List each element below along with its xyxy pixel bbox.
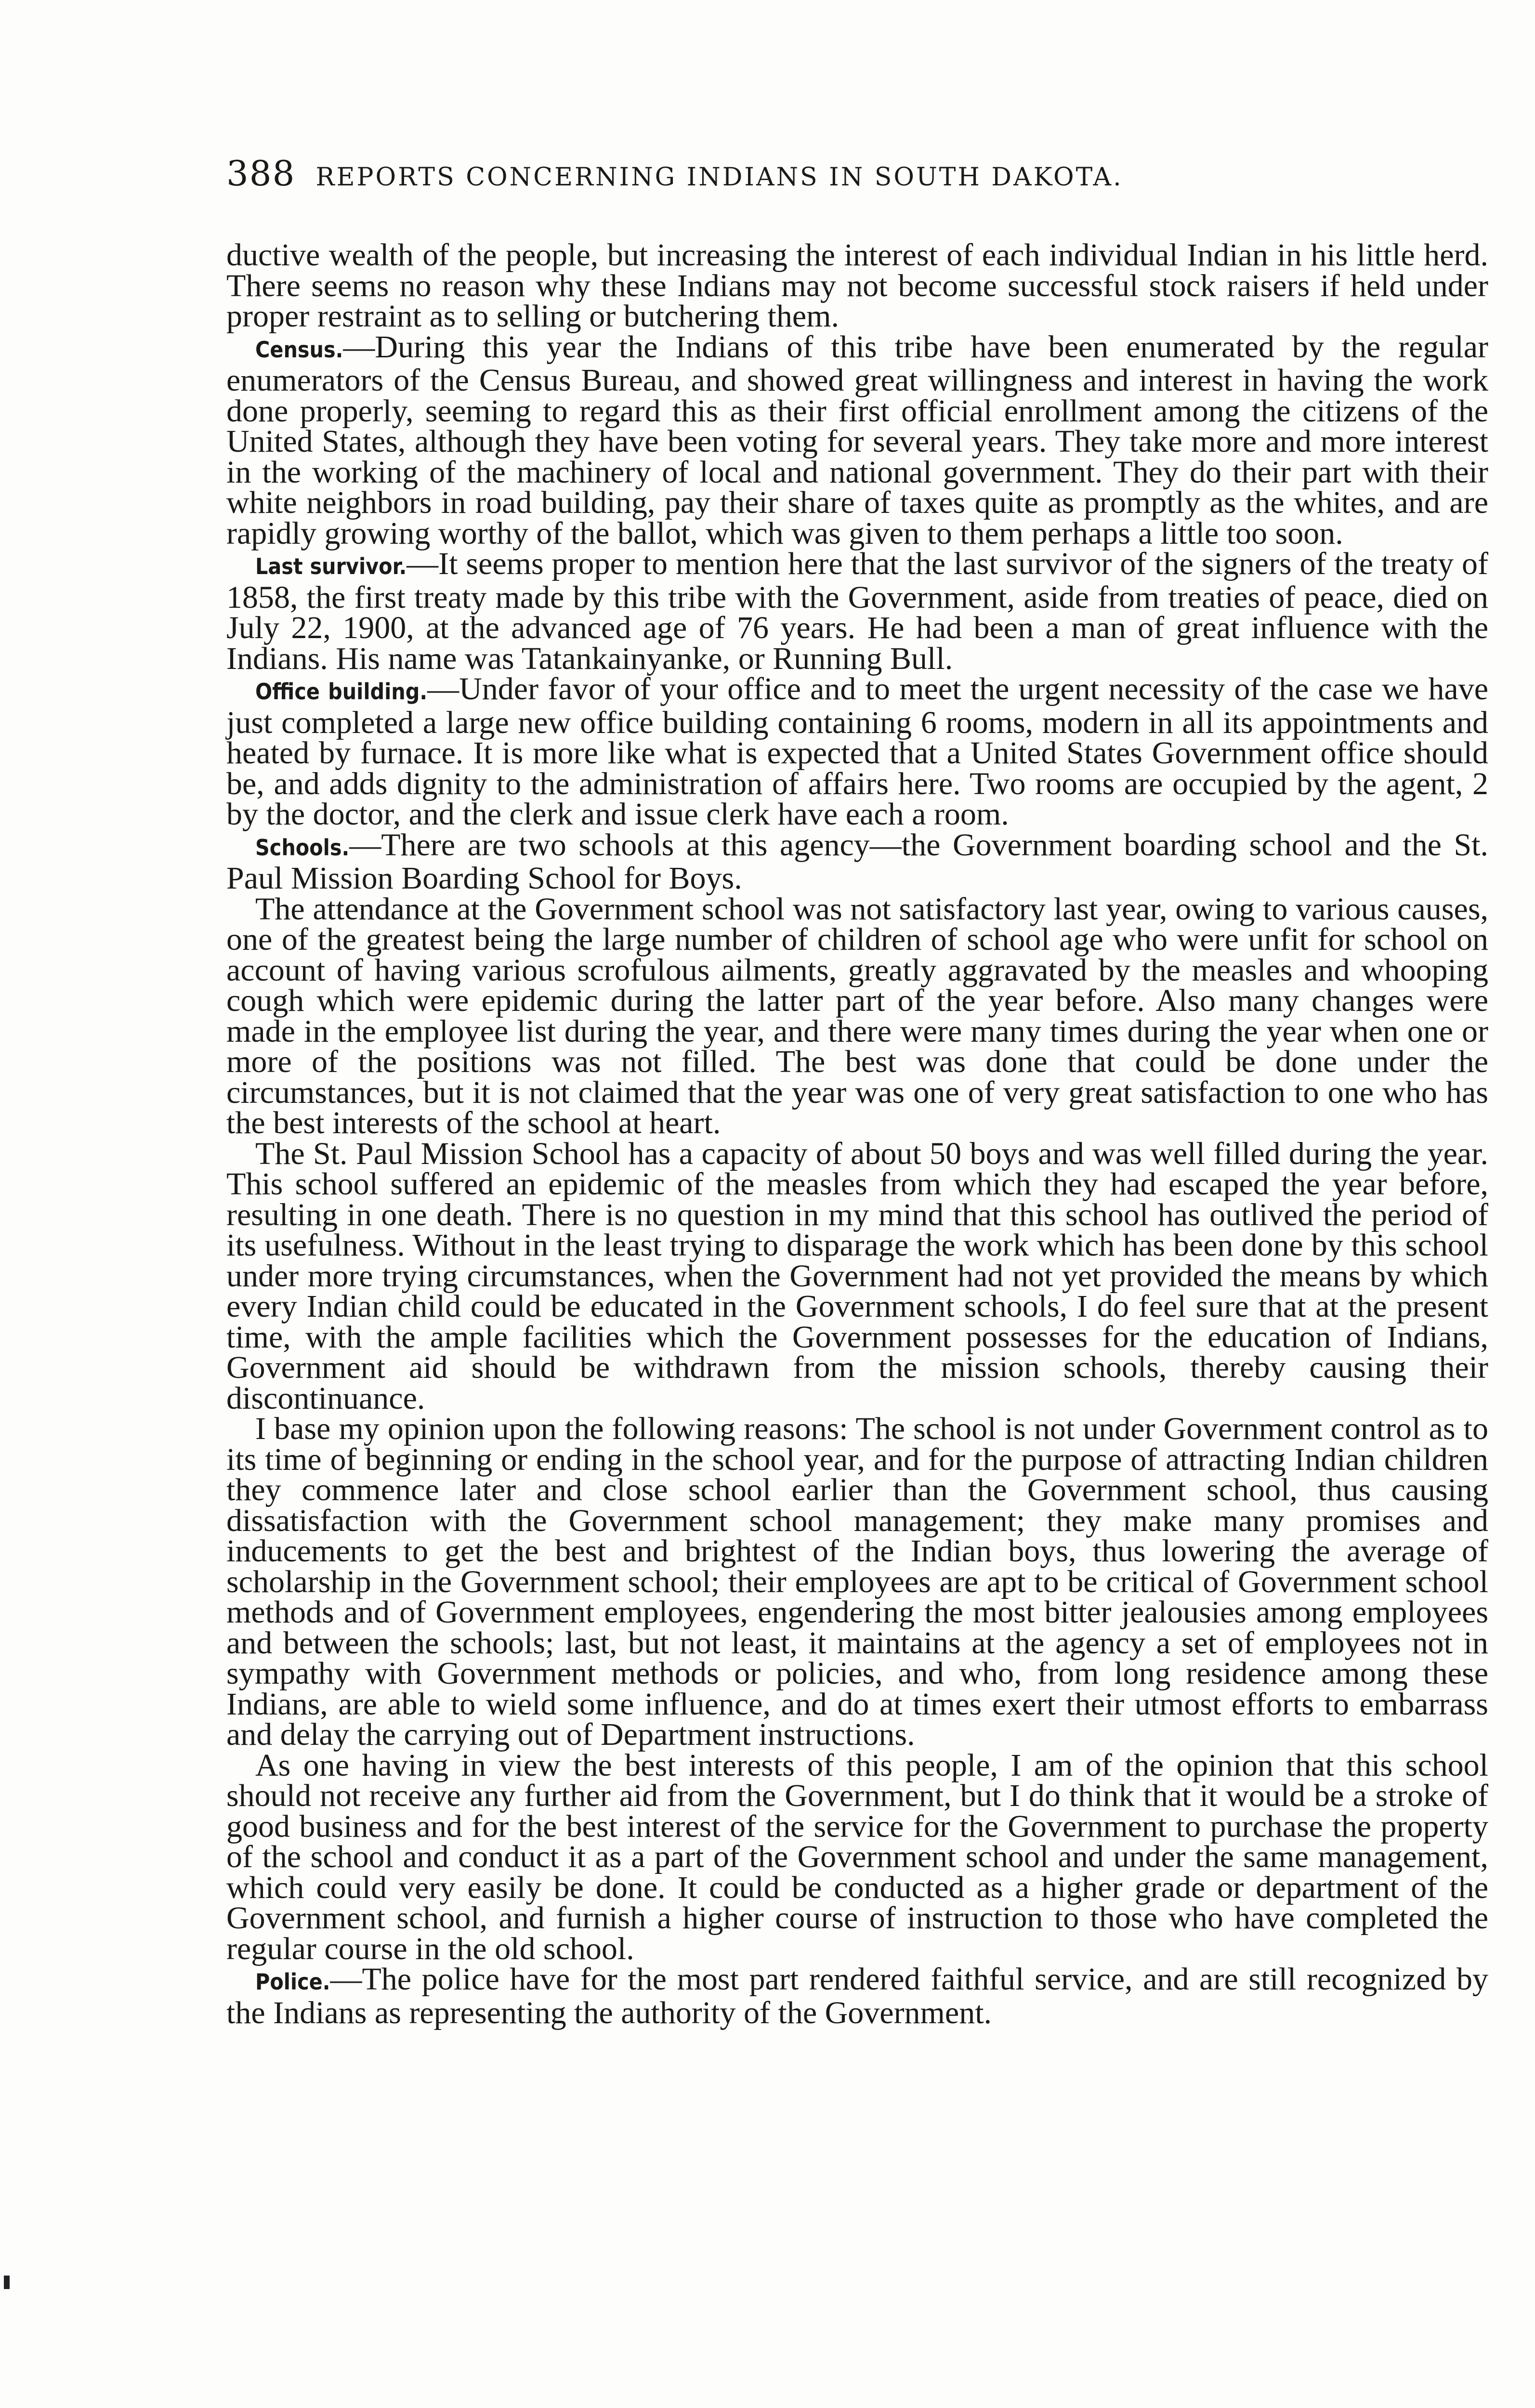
paragraph-opinion	[226, 1747, 1488, 1966]
paragraph-text: —The police have for the most part rendered faithful service, and are still recognized by the Indians as representing the authority of the Government.	[226, 1962, 1488, 2030]
paragraph-office-building	[226, 671, 1489, 832]
side-heading-last-survivor: Last survivor.	[255, 553, 407, 579]
paragraph-text: ductive wealth of the people, but increasing the interest of each individual Indian in his little herd. There seems no reason why these Indians may not become successful stock raisers if held under proper restraint as to selling or butchering them.	[226, 237, 1488, 334]
side-heading-office-building: Office building.	[255, 679, 428, 705]
paragraph-text: —It seems proper to mention here that the last survivor of the signers of the treaty of 1858, the first treaty made by this tribe with the Government, aside from treaties of peace, died on July 22, 1900, at the advanced age of 76 years. He had been a man of great influence with the Indians. His name was Tatankainyanke, or Running Bull.	[226, 546, 1489, 676]
paragraph-attendance	[226, 891, 1488, 1140]
paragraph-reasons	[226, 1413, 1488, 1750]
side-heading-police: Police.	[255, 1969, 330, 1995]
paragraph-stock-raising	[226, 237, 1488, 334]
running-head: REPORTS CONCERNING INDIANS IN SOUTH DAKOTA.	[315, 163, 1123, 192]
paragraph-last-survivor	[226, 546, 1489, 676]
paragraph-text: The St. Paul Mission School has a capacity of about 50 boys and was well filled during the year. This school suffered an epidemic of the measles from which they had escaped the year before, resulting in one death. There is no question in my mind that this school has outlived the period of its usefulness. Without in the least trying to disparage the work which has been done by this school under more trying circumstances, when the Government had not yet provided the means by which every Indian child could be educated in the Government schools, I do feel sure that at the present time, with the ample facilities which the Government possesses for the education of Indians, Government aid should be withdrawn from the mission schools, thereby causing their discontinuance.	[226, 1136, 1488, 1416]
side-heading-schools: Schools.	[255, 834, 350, 861]
paragraph-text: —Under favor of your office and to meet the urgent necessity of the case we have just completed a large new office building containing 6 rooms, modern in all its appointments and heated by furnace. It is more like what is expected that a United States Government office should be, and adds dignity to the administration of affairs here. Two rooms are occupied by the agent, 2 by the doctor, and the clerk and issue clerk have each a room.	[226, 671, 1489, 832]
paragraph-text: —During this year the Indians of this tribe have been enumerated by the regular enumerators of the Census Bureau, and showed great willingness and interest in having the work done properly, seeming to regard this as their first official enrollment among the citizens of the United States, although they have been voting for several years. They take more and more interest in the working of the machinery of local and national government. They do their part with their white neighbors in road building, pay their share of taxes quite as promptly as the whites, and are rapidly growing worthy of the ballot, which was given to them perhaps a little too soon.	[226, 329, 1488, 551]
page-header	[226, 153, 1334, 206]
side-heading-census: Census.	[255, 336, 343, 363]
paragraph-text: As one having in view the best interests of this people, I am of the opinion that this school should not receive any further aid from the Government, but I do think that it would be a stroke of good business and for the best interest of the service for the Government to purchase the property of the school and conduct it as a part of the Government school and under the same management, which could very easily be done. It could be conducted as a higher grade or department of the Government school, and furnish a higher course of instruction to those who have completed the regular course in the old school.	[226, 1747, 1488, 1966]
page-number: 388	[226, 153, 296, 194]
paragraph-schools	[226, 827, 1488, 896]
paragraph-text: —There are two schools at this agency—the Government boarding school and the St. Paul Mission Boarding School for Boys.	[226, 827, 1488, 896]
paragraph-text: I base my opinion upon the following reasons: The school is not under Government control as to its time of beginning or ending in the school year, and for the purpose of attracting Indian children they commence later and close school earlier than the Government school, thus causing dissatisfaction with the Government school management; they make many promises and inducements to get the best and brightest of the Indian boys, thus lowering the average of scholarship in the Government school; their employees are apt to be critical of Government school methods and of Government employees, engendering the most bitter jealousies among employees and between the schools; last, but not least, it maintains at the agency a set of employees not in sympathy with Government methods or policies, and who, from long residence among these Indians, are able to wield some influence, and do at times exert their utmost efforts to embarrass and delay the carrying out of Department instructions.	[226, 1411, 1488, 1752]
scan-edge-mark	[4, 2276, 10, 2289]
paragraph-text: The attendance at the Government school was not satisfactory last year, owing to various causes, one of the greatest being the large number of children of school age who were unfit for school on account of having various scrofulous ailments, greatly aggravated by the measles and whooping cough which were epidemic during the latter part of the year before. Also many changes were made in the employee list during the year, and there were many times during the year when one or more of the positions was not filled. The best was done that could be done under the circumstances, but it is not claimed that the year was one of very great satisfaction to one who has the best interests of the school at heart.	[226, 891, 1488, 1140]
paragraph-police	[226, 1964, 1488, 2028]
body-text	[226, 237, 1489, 2030]
paragraph-census	[226, 329, 1488, 551]
paragraph-mission-school	[226, 1136, 1488, 1416]
